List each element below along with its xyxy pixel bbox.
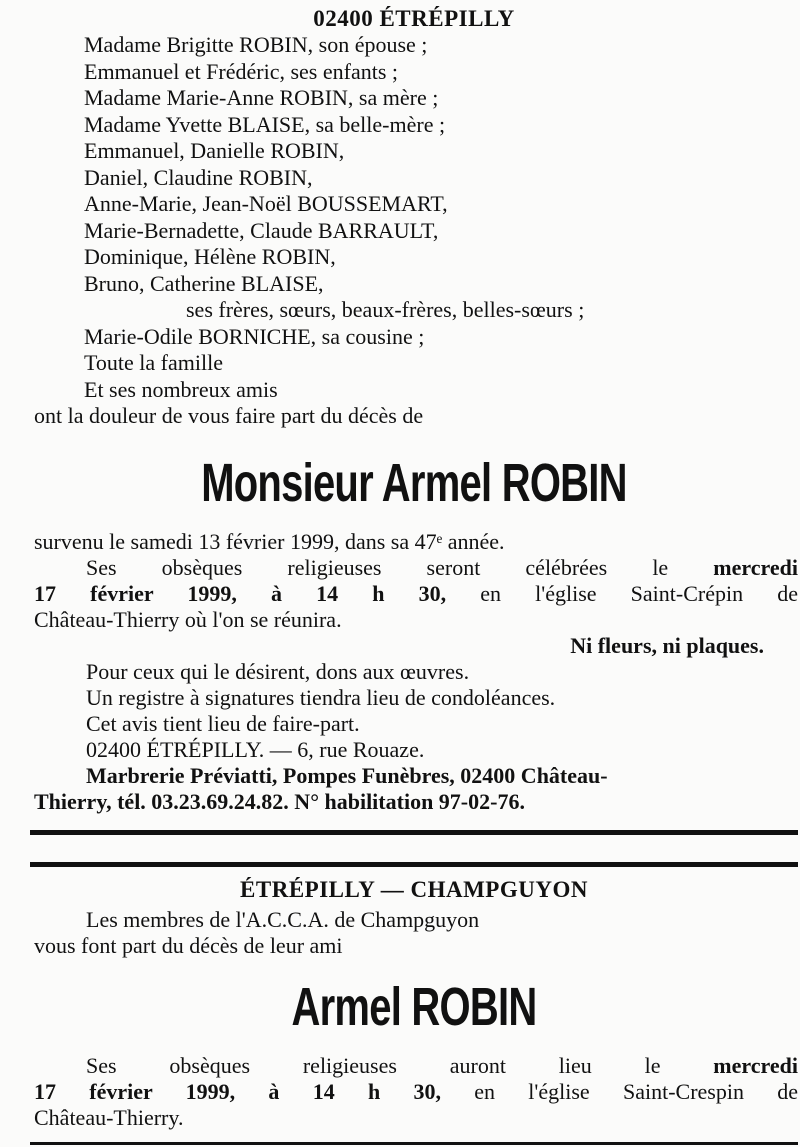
family-member-line: Daniel, Claudine ROBIN, bbox=[84, 164, 313, 190]
donations-line: Pour ceux qui le désirent, dons aux œuvres. bbox=[86, 659, 470, 684]
funeral-line-2 bbox=[30, 581, 798, 607]
funeral-date: mercredi bbox=[713, 555, 798, 580]
announcement-line: ont la douleur de vous faire part du décès de bbox=[34, 403, 424, 428]
family-member-line: Et ses nombreux amis bbox=[84, 376, 278, 402]
members-line: Les membres de l'A.C.C.A. de Champguyon bbox=[86, 907, 480, 932]
notice-heading: 02400 ÉTRÉPILLY bbox=[313, 6, 515, 31]
funeral-text: Ses obsèques religieuses auront lieu le bbox=[86, 1053, 661, 1078]
family-member-line: Anne-Marie, Jean-Noël BOUSSEMART, bbox=[84, 191, 448, 216]
funeral-date: 17 février 1999, à 14 h 30, bbox=[34, 581, 447, 606]
deceased-name: Monsieur Armel ROBIN bbox=[201, 453, 627, 513]
funeral-line-2 bbox=[30, 1079, 798, 1105]
announcement-line: vous font part du décès de leur ami bbox=[34, 933, 343, 958]
funeral-text: en l'église Saint-Crespin de bbox=[474, 1079, 798, 1104]
family-member-line: Emmanuel et Frédéric, ses enfants ; bbox=[84, 58, 399, 84]
funeral-date: mercredi bbox=[713, 1053, 798, 1078]
funeral-home-line: Marbrerie Préviatti, Pompes Funèbres, 02400 Château- bbox=[86, 763, 608, 788]
no-flowers-line: Ni fleurs, ni plaques. bbox=[570, 633, 764, 658]
family-member-line: Dominique, Hélène ROBIN, bbox=[84, 244, 336, 269]
death-date-line: survenu le samedi 13 février 1999, dans sa 47ᵉ année. bbox=[34, 529, 505, 554]
family-member-line: Marie-Bernadette, Claude BARRAULT, bbox=[84, 217, 439, 243]
siblings-line: ses frères, sœurs, beaux-frères, belles-sœurs ; bbox=[186, 297, 585, 322]
family-member-line: Madame Yvette BLAISE, sa belle-mère ; bbox=[84, 111, 446, 137]
notice-heading: ÉTRÉPILLY — CHAMPGUYON bbox=[240, 877, 588, 902]
address-line: 02400 ÉTRÉPILLY. — 6, rue Rouaze. bbox=[86, 737, 425, 762]
funeral-line-1 bbox=[30, 555, 798, 581]
funeral-date: 17 février 1999, à 14 h 30, bbox=[34, 1079, 441, 1104]
family-member-line: Toute la famille bbox=[84, 350, 223, 375]
obituary-notice-acca bbox=[30, 862, 798, 1145]
family-member-line: Bruno, Catherine BLAISE, bbox=[84, 270, 324, 296]
funeral-line-1 bbox=[30, 1053, 798, 1079]
notice-note-line: Cet avis tient lieu de faire-part. bbox=[86, 711, 360, 736]
deceased-name: Armel ROBIN bbox=[291, 977, 537, 1037]
funeral-text: Ses obsèques religieuses seront célébrées le bbox=[86, 555, 669, 580]
obituary-notice-robin-family bbox=[30, 0, 798, 835]
funeral-text: en l'église Saint-Crépin de bbox=[480, 581, 799, 606]
family-member-line: Madame Marie-Anne ROBIN, sa mère ; bbox=[84, 85, 439, 110]
funeral-home-line: Thierry, tél. 03.23.69.24.82. N° habilitation 97-02-76. bbox=[34, 789, 525, 814]
funeral-line-3: Château-Thierry où l'on se réunira. bbox=[34, 607, 342, 632]
family-member-line: Marie-Odile BORNICHE, sa cousine ; bbox=[84, 323, 425, 349]
funeral-line-3: Château-Thierry. bbox=[34, 1105, 184, 1130]
family-member-line: Emmanuel, Danielle ROBIN, bbox=[84, 138, 345, 163]
register-line: Un registre à signatures tiendra lieu de condoléances. bbox=[86, 685, 556, 710]
family-member-line: Madame Brigitte ROBIN, son épouse ; bbox=[84, 32, 428, 57]
